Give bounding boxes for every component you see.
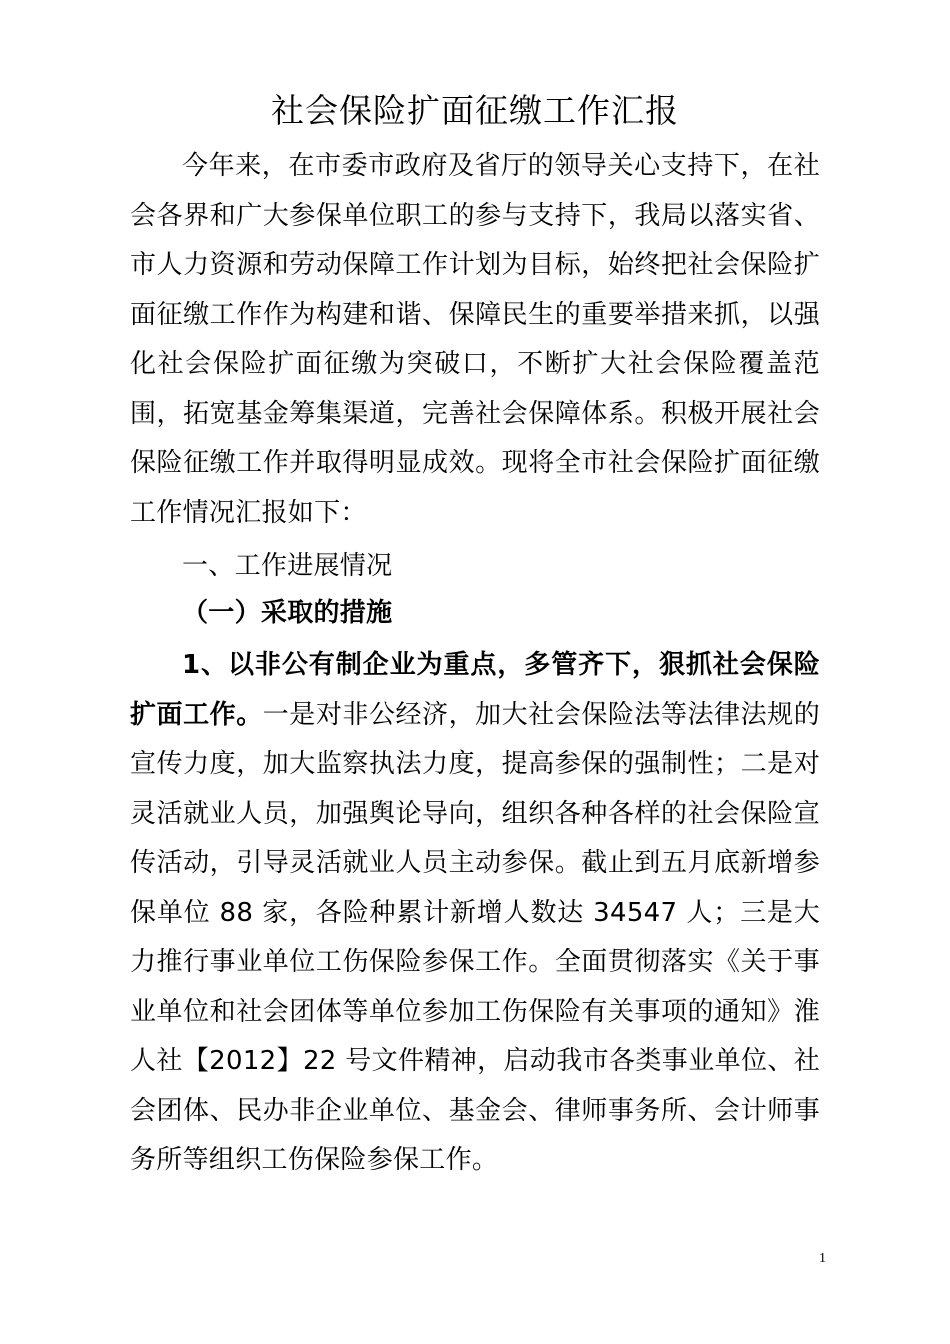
item-lead-text: 1、以非公有制企业为重点，多管齐下，狠抓社会保险扩面工作。 [130, 650, 820, 730]
page-number: 1 [819, 1251, 826, 1266]
document-title: 社会保险扩面征缴工作汇报 [271, 91, 679, 130]
section-heading: 一、工作进展情况 [182, 551, 393, 581]
subsection-heading: （一）采取的措施 [182, 598, 393, 628]
item-paragraph [130, 641, 820, 1186]
item-body-text: 一是对非公经济，加大社会保险法等法律法规的宣传力度，加大监察执法力度，提高参保的强制性；二是对灵活就业人员，加强舆论导向，组织各种各样的社会保险宣传活动，引导灵活就业人员主动参保。截止到五月底新增参保单位 88 家，各险种累计新增人数达 34547 人；三是大力推行事业单位工伤保险参保工作。全面贯彻落实《关于事业单位和社会团体等单位参加工伤保险有关事项的通知》淮人社【2012】22 号文件精神，启动我市各类事业单位、社会团体、民办非企业单位、基金会、律师事务所、会计师事务所等组织工伤保险参保工作。 [130, 699, 820, 1175]
intro-paragraph: 今年来，在市委市政府及省厅的领导关心支持下，在社会各界和广大参保单位职工的参与支持下，我局以落实省、市人力资源和劳动保障工作计划为目标，始终把社会保险扩面征缴工作作为构建和谐、保障民生的重要举措来抓，以强化社会保险扩面征缴为突破口，不断扩大社会保险覆盖范围，拓宽基金筹集渠道，完善社会保障体系。积极开展社会保险征缴工作并取得明显成效。现将全市社会保险扩面征缴工作情况汇报如下： [130, 151, 820, 528]
